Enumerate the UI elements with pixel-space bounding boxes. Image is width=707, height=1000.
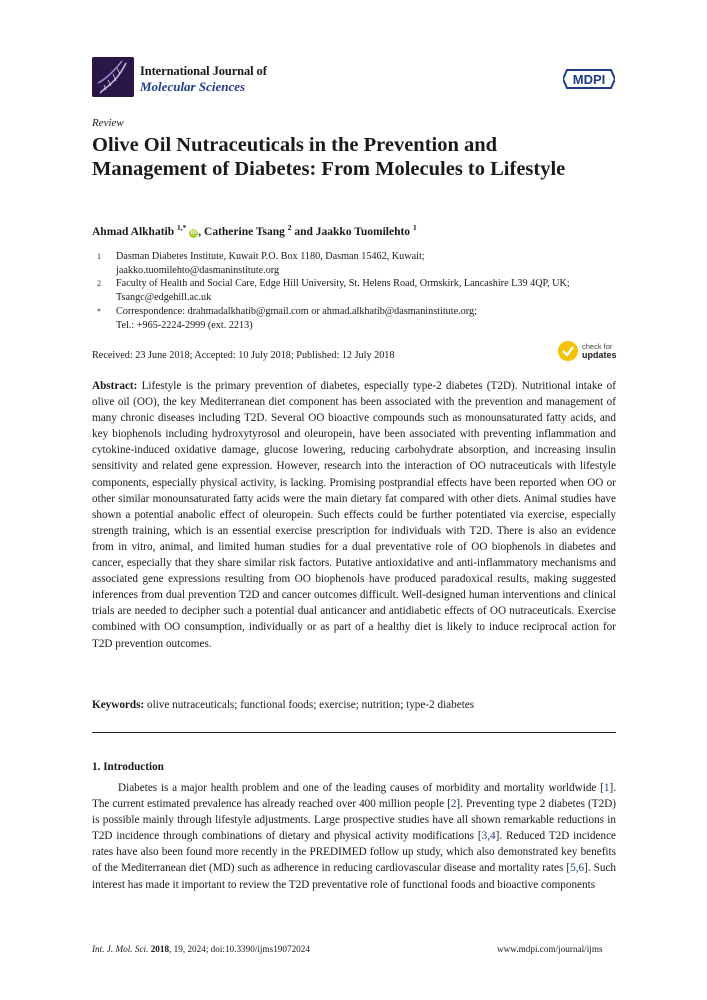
author-list: Ahmad Alkhatib $^{1,*}$ iD , Catherine Tsang $^2$ and Jaakko Tuomilehto $^1$ bbox=[92, 223, 417, 238]
check-for-updates-badge[interactable]: check for updates bbox=[558, 341, 618, 365]
section-heading: 1. Introduction bbox=[92, 761, 164, 773]
author-name[interactable]: Catherine Tsang bbox=[204, 225, 285, 238]
citation-link[interactable]: 1 bbox=[603, 782, 610, 794]
citation-link[interactable]: 3,4 bbox=[481, 830, 496, 843]
affiliation-mark: 2 bbox=[97, 279, 101, 288]
intro-paragraph: Diabetes is a major health problem and one of the leading causes of morbidity and mortality worldwide [1]. The current estimated prevalence has already reached over 400 million people [2]. Preventing type 2 diabetes (T2D) is possible mainly through lifestyle adjustments. Large prospective studies have all shown remarkable reductions in T2D incidence through combinations of dietary and physical activity modifications [3,4]. Reduced T2D incidence rates have also been found more recently in the PREDIMED follow up study, which also demonstrated key benefits of the Mediterranean diet (MD) such as adherence in reducing cardiovascular disease and mortality rates [5,6]. Such interest has made it important to review the T2D preventative role of functional foods and bioactive components bbox=[92, 782, 617, 891]
affiliation-1: Dasman Diabetes Institute, Kuwait P.O. Box 1180, Dasman 15462, Kuwait; jaakko.tuomilehto@dasmaninstitute.org bbox=[116, 251, 425, 276]
keywords-text: olive nutraceuticals; functional foods; exercise; nutrition; type-2 diabetes bbox=[147, 699, 475, 711]
footer-url[interactable]: www.mdpi.com/journal/ijms bbox=[497, 944, 603, 954]
author-affiliation-mark: 1 bbox=[412, 223, 417, 232]
footer-citation: Int. J. Mol. Sci. 2018, 19, 2024; doi:10.3390/ijms19072024 bbox=[92, 944, 310, 954]
affiliation-mark: 1 bbox=[97, 252, 101, 261]
journal-logo bbox=[92, 57, 134, 97]
keywords-label: Keywords: bbox=[92, 699, 145, 711]
abstract-label: Abstract: bbox=[92, 380, 138, 392]
correspondence-mark: * bbox=[97, 307, 101, 316]
correspondence: Correspondence: drahmadalkhatib@gmail.com or ahmad.alkhatib@dasmaninstitute.org; Tel.: +965-2224-2999 (ext. 2213) bbox=[116, 306, 477, 331]
email-link[interactable]: Tsangc@edgehill.ac.uk bbox=[116, 292, 212, 303]
author-affiliation-mark: 2 bbox=[287, 223, 292, 232]
abstract-text: Lifestyle is the primary prevention of diabetes, especially type-2 diabetes (T2D). Nutritional intake of olive oil (OO), the key Mediterranean diet component has been associated with the prevention and management of many chronic diseases including T2D. Several OO bioactive compounds such as monounsaturated fatty acids, and key biophenols including hydroxytyrosol and oleuropein, have been associated with preventing inflammation and cytokine-induced oxidative damage, glucose lowering, reducing carbohydrate absorption, and increasing insulin sensitivity and related gene expression. However, research into the interaction of OO nutraceuticals with lifestyle components, especially physical activity, is lacking. Promising postprandial effects have been reported when OO or other similar monounsaturated fatty acids were the main dietary fat compared with other diets. Animal studies have shown a potential anabolic effect of oleuropein. Such effects could be further potentiated via exercise, especially strength training, which is an essential exercise prescription for individuals with T2D. There is also an evidence from in vitro, animal, and limited human studies for a dual preventative role of OO biophenols in diabetes and cancer, especially that they share similar risk factors. Putative antioxidative and anti-inflammatory mechanisms and associated gene expressions resulting from OO biophenols have produced paradoxical results, making suggested inferences from dual prevention T2D and cancer outcomes difficult. Well-designed human interventions and clinical trials are needed to decipher such a potential dual anticancer and antidiabetic effects of OO nutraceuticals. Exercise combined with OO consumption, individually or as part of a healthy diet is likely to induce reciprocal action for T2D prevention outcomes. bbox=[92, 380, 616, 650]
author-name[interactable]: Ahmad Alkhatib bbox=[92, 225, 175, 238]
author-affiliation-mark: 1,* bbox=[177, 223, 187, 232]
citation-link[interactable]: 5,6 bbox=[570, 862, 585, 875]
dna-helix-icon bbox=[92, 57, 134, 97]
affiliation-2: Faculty of Health and Social Care, Edge Hill University, St. Helens Road, Ormskirk, Lancashire L39 4QP, UK; Tsangc@edgehill.ac.uk bbox=[116, 278, 570, 303]
mdpi-logo bbox=[563, 66, 615, 92]
citation-link[interactable]: 2 bbox=[450, 798, 457, 811]
publisher-name: MDPI bbox=[572, 72, 606, 87]
journal-name-line1: International Journal of bbox=[140, 64, 267, 78]
article-title: Olive Oil Nutraceuticals in the Prevention and Management of Diabetes: From Molecules to Lifestyle bbox=[92, 134, 566, 180]
author-name[interactable]: Jaakko Tuomilehto bbox=[315, 225, 411, 238]
keywords bbox=[92, 697, 616, 713]
journal-name-line2: Molecular Sciences bbox=[140, 79, 246, 94]
email-link[interactable]: jaakko.tuomilehto@dasmaninstitute.org bbox=[116, 265, 280, 276]
orcid-icon[interactable]: iD bbox=[190, 229, 197, 236]
abstract bbox=[92, 378, 616, 652]
section-divider bbox=[92, 732, 616, 733]
article-type: Review bbox=[92, 117, 124, 129]
checkmark-icon bbox=[558, 341, 578, 361]
publication-dates: Received: 23 June 2018; Accepted: 10 July 2018; Published: 12 July 2018 bbox=[92, 350, 395, 361]
